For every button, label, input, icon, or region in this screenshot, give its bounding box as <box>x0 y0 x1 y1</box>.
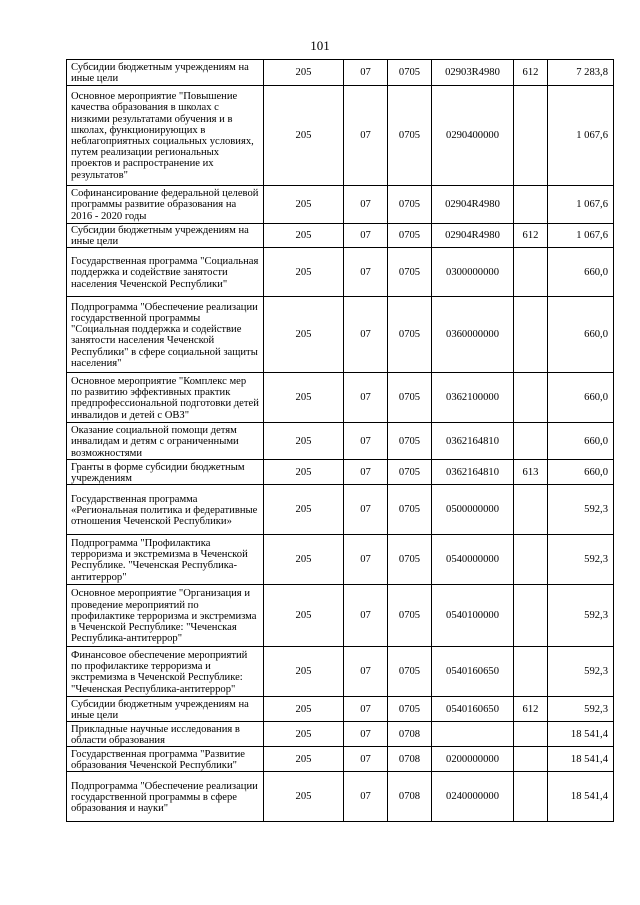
row-subsection-cell: 0705 <box>388 585 432 647</box>
row-grbs-cell: 205 <box>264 86 344 186</box>
row-section-cell: 07 <box>344 297 388 373</box>
row-name-cell: Основное мероприятие "Повышение качества образования в школах с низкими результатами обучения и в школах, функционирующих в неблагоприятных социальных условиях, путем реализации региональных проектов и распространение их результатов" <box>67 86 264 186</box>
row-name-cell: Государственная программа «Региональная политика и федеративные отношения Чеченской Республики» <box>67 485 264 535</box>
row-expense-type-cell <box>514 747 548 772</box>
row-expense-type-cell <box>514 585 548 647</box>
row-subsection-cell: 0705 <box>388 86 432 186</box>
row-expense-type-cell <box>514 423 548 460</box>
table-row <box>67 772 614 822</box>
row-grbs-cell: 205 <box>264 423 344 460</box>
row-expense-type-cell <box>514 647 548 697</box>
row-target-article-cell: 0240000000 <box>432 772 514 822</box>
row-name-cell: Основное мероприятие "Организация и проведение мероприятий по профилактике терроризма и экстремизма в Чеченской Республике: "Чеченская Республика-антитеррор" <box>67 585 264 647</box>
row-target-article-cell: 0362164810 <box>432 460 514 485</box>
table-row <box>67 585 614 647</box>
row-target-article-cell: 0362164810 <box>432 423 514 460</box>
page-number: 101 <box>310 38 330 53</box>
row-name-cell: Оказание социальной помощи детям инвалидам и детям с ограниченными возможностями <box>67 423 264 460</box>
row-amount-cell: 592,3 <box>548 535 614 585</box>
row-grbs-cell: 205 <box>264 697 344 722</box>
table-row <box>67 224 614 248</box>
row-target-article-cell: 0200000000 <box>432 747 514 772</box>
row-section-cell: 07 <box>344 585 388 647</box>
row-subsection-cell: 0705 <box>388 697 432 722</box>
row-name-cell: Софинансирование федеральной целевой программы развитие образования на 2016 - 2020 годы <box>67 186 264 224</box>
row-amount-cell: 1 067,6 <box>548 224 614 248</box>
row-amount-cell: 18 541,4 <box>548 747 614 772</box>
row-section-cell: 07 <box>344 423 388 460</box>
row-name-cell: Прикладные научные исследования в области образования <box>67 722 264 747</box>
table-row <box>67 60 614 86</box>
row-name-cell: Субсидии бюджетным учреждениям на иные цели <box>67 60 264 86</box>
row-section-cell: 07 <box>344 186 388 224</box>
row-grbs-cell: 205 <box>264 248 344 297</box>
row-target-article-cell: 02904R4980 <box>432 186 514 224</box>
row-subsection-cell: 0705 <box>388 423 432 460</box>
row-subsection-cell: 0708 <box>388 772 432 822</box>
row-subsection-cell: 0708 <box>388 722 432 747</box>
row-section-cell: 07 <box>344 747 388 772</box>
row-name-cell: Субсидии бюджетным учреждениям на иные цели <box>67 224 264 248</box>
row-target-article-cell: 02904R4980 <box>432 224 514 248</box>
row-expense-type-cell <box>514 297 548 373</box>
row-grbs-cell: 205 <box>264 297 344 373</box>
row-expense-type-cell <box>514 373 548 423</box>
row-expense-type-cell <box>514 535 548 585</box>
table-row <box>67 460 614 485</box>
row-target-article-cell: 0290400000 <box>432 86 514 186</box>
row-target-article-cell: 0540160650 <box>432 647 514 697</box>
row-grbs-cell: 205 <box>264 772 344 822</box>
row-expense-type-cell <box>514 485 548 535</box>
row-section-cell: 07 <box>344 248 388 297</box>
row-grbs-cell: 205 <box>264 747 344 772</box>
row-subsection-cell: 0705 <box>388 647 432 697</box>
table-row <box>67 747 614 772</box>
row-subsection-cell: 0705 <box>388 373 432 423</box>
row-amount-cell: 660,0 <box>548 460 614 485</box>
row-subsection-cell: 0708 <box>388 747 432 772</box>
table-row <box>67 86 614 186</box>
row-expense-type-cell <box>514 186 548 224</box>
row-subsection-cell: 0705 <box>388 186 432 224</box>
row-amount-cell: 18 541,4 <box>548 722 614 747</box>
row-amount-cell: 18 541,4 <box>548 772 614 822</box>
row-name-cell: Государственная программа "Социальная поддержка и содействие занятости населения Чеченской Республики" <box>67 248 264 297</box>
row-section-cell: 07 <box>344 772 388 822</box>
row-amount-cell: 660,0 <box>548 248 614 297</box>
row-section-cell: 07 <box>344 722 388 747</box>
row-expense-type-cell <box>514 248 548 297</box>
row-grbs-cell: 205 <box>264 535 344 585</box>
row-grbs-cell: 205 <box>264 485 344 535</box>
row-expense-type-cell: 612 <box>514 60 548 86</box>
row-subsection-cell: 0705 <box>388 460 432 485</box>
table-row <box>67 297 614 373</box>
row-subsection-cell: 0705 <box>388 485 432 535</box>
row-section-cell: 07 <box>344 647 388 697</box>
row-amount-cell: 660,0 <box>548 297 614 373</box>
row-grbs-cell: 205 <box>264 722 344 747</box>
row-section-cell: 07 <box>344 485 388 535</box>
table-row <box>67 373 614 423</box>
row-grbs-cell: 205 <box>264 460 344 485</box>
row-name-cell: Субсидии бюджетным учреждениям на иные цели <box>67 697 264 722</box>
row-target-article-cell: 02903R4980 <box>432 60 514 86</box>
row-name-cell: Гранты в форме субсидии бюджетным учреждениям <box>67 460 264 485</box>
table-row <box>67 647 614 697</box>
row-subsection-cell: 0705 <box>388 60 432 86</box>
row-name-cell: Подпрограмма "Обеспечение реализации государственной программы в сфере образования и науки" <box>67 772 264 822</box>
row-target-article-cell <box>432 722 514 747</box>
row-section-cell: 07 <box>344 535 388 585</box>
table-row <box>67 535 614 585</box>
row-amount-cell: 660,0 <box>548 373 614 423</box>
row-target-article-cell: 0300000000 <box>432 248 514 297</box>
row-section-cell: 07 <box>344 697 388 722</box>
row-target-article-cell: 0540160650 <box>432 697 514 722</box>
row-expense-type-cell: 612 <box>514 224 548 248</box>
row-section-cell: 07 <box>344 460 388 485</box>
table-row <box>67 697 614 722</box>
row-name-cell: Государственная программа "Развитие образования Чеченской Республики" <box>67 747 264 772</box>
row-section-cell: 07 <box>344 86 388 186</box>
table-row <box>67 248 614 297</box>
row-amount-cell: 660,0 <box>548 423 614 460</box>
row-amount-cell: 592,3 <box>548 697 614 722</box>
row-amount-cell: 592,3 <box>548 647 614 697</box>
row-name-cell: Основное мероприятие "Комплекс мер по развитию эффективных практик предпрофессиональной подготовки детей инвалидов и детей с ОВЗ" <box>67 373 264 423</box>
row-subsection-cell: 0705 <box>388 248 432 297</box>
row-grbs-cell: 205 <box>264 585 344 647</box>
row-name-cell: Финансовое обеспечение мероприятий по профилактике терроризма и экстремизма в Чеченской Республике: "Чеченская Республика-антитеррор" <box>67 647 264 697</box>
row-name-cell: Подпрограмма "Обеспечение реализации государственной программы "Социальная поддержка и содействие занятости населения Чеченской Республики" в сфере социальной защиты населения" <box>67 297 264 373</box>
row-expense-type-cell <box>514 772 548 822</box>
row-amount-cell: 1 067,6 <box>548 186 614 224</box>
row-grbs-cell: 205 <box>264 224 344 248</box>
row-subsection-cell: 0705 <box>388 535 432 585</box>
table-row <box>67 423 614 460</box>
row-expense-type-cell <box>514 722 548 747</box>
row-amount-cell: 7 283,8 <box>548 60 614 86</box>
row-section-cell: 07 <box>344 373 388 423</box>
row-section-cell: 07 <box>344 224 388 248</box>
table-row <box>67 485 614 535</box>
row-subsection-cell: 0705 <box>388 297 432 373</box>
row-grbs-cell: 205 <box>264 647 344 697</box>
row-amount-cell: 592,3 <box>548 485 614 535</box>
table-row <box>67 186 614 224</box>
row-expense-type-cell <box>514 86 548 186</box>
row-amount-cell: 1 067,6 <box>548 86 614 186</box>
budget-table <box>66 59 614 822</box>
row-target-article-cell: 0500000000 <box>432 485 514 535</box>
row-target-article-cell: 0540000000 <box>432 535 514 585</box>
table-row <box>67 722 614 747</box>
row-grbs-cell: 205 <box>264 186 344 224</box>
row-subsection-cell: 0705 <box>388 224 432 248</box>
row-amount-cell: 592,3 <box>548 585 614 647</box>
row-target-article-cell: 0360000000 <box>432 297 514 373</box>
row-target-article-cell: 0540100000 <box>432 585 514 647</box>
row-grbs-cell: 205 <box>264 373 344 423</box>
row-grbs-cell: 205 <box>264 60 344 86</box>
row-section-cell: 07 <box>344 60 388 86</box>
row-expense-type-cell: 612 <box>514 697 548 722</box>
row-name-cell: Подпрограмма "Профилактика терроризма и экстремизма в Чеченской Республике. "Чеченская Республика-антитеррор" <box>67 535 264 585</box>
row-target-article-cell: 0362100000 <box>432 373 514 423</box>
row-expense-type-cell: 613 <box>514 460 548 485</box>
